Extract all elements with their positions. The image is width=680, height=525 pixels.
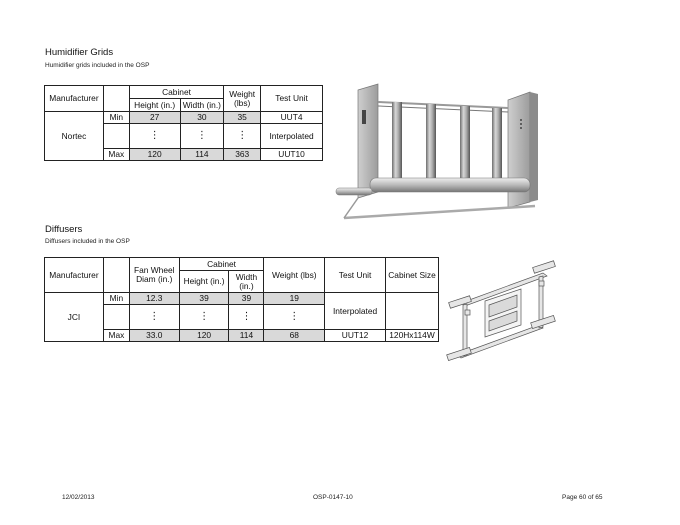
min-test-unit: UUT4 [261,112,323,124]
min-width: 30 [180,112,224,124]
d-header-blank [103,258,129,293]
d-header-test-unit: Test Unit [325,258,386,293]
row-max-label: Max [103,149,129,161]
header-blank [103,86,129,112]
header-manufacturer: Manufacturer [45,86,104,112]
d-max-test-unit: UUT12 [325,330,386,342]
header-test-unit: Test Unit [261,86,323,112]
footer-doc-id: OSP-0147-10 [313,494,353,501]
max-test-unit: UUT10 [261,149,323,161]
humidifier-section-subtitle: Humidifier grids included in the OSP [45,62,150,69]
d-mid-cabinet-size-blank [386,293,439,330]
header-width: Width (in.) [180,99,224,112]
diffusers-section-subtitle: Diffusers included in the OSP [45,238,130,245]
d-mid-width-dots: ⋮ [229,305,264,330]
mid-weight-dots: ⋮ [224,124,261,149]
mid-width-dots: ⋮ [180,124,224,149]
d-max-height: 120 [179,330,229,342]
d-min-width: 39 [229,293,264,305]
d-header-cabinet: Cabinet [179,258,264,271]
d-min-weight: 19 [264,293,325,305]
d-header-cabinet-size: Cabinet Size [386,258,439,293]
mid-height-dots: ⋮ [129,124,180,149]
diffusers-table [44,257,439,342]
d-header-weight: Weight (lbs) [264,258,325,293]
d-row-min-label: Min [103,293,129,305]
max-height: 120 [129,149,180,161]
humidifier-grid-image [330,80,550,225]
header-cabinet: Cabinet [129,86,223,99]
cell-manufacturer: Nortec [45,112,104,161]
header-weight: Weight (lbs) [224,86,261,112]
d-header-manufacturer: Manufacturer [45,258,104,293]
d-row-mid-blank [103,305,129,330]
d-min-fan: 12.3 [129,293,179,305]
humidifier-table [44,85,323,161]
d-mid-fan-dots: ⋮ [129,305,179,330]
footer-date: 12/02/2013 [62,494,95,501]
max-width: 114 [180,149,224,161]
d-header-fan-wheel: Fan Wheel Diam (in.) [129,258,179,293]
humidifier-section-title: Humidifier Grids [45,47,114,58]
d-row-max-label: Max [103,330,129,342]
min-height: 27 [129,112,180,124]
d-mid-weight-dots: ⋮ [264,305,325,330]
header-height: Height (in.) [129,99,180,112]
row-min-label: Min [103,112,129,124]
d-max-width: 114 [229,330,264,342]
d-mid-test-unit: Interpolated [325,293,386,330]
max-weight: 363 [224,149,261,161]
d-max-cabinet-size: 120Hx114W [386,330,439,342]
d-max-weight: 68 [264,330,325,342]
d-header-height: Height (in.) [179,271,229,293]
diffuser-frame-image [443,255,563,370]
d-header-width: Width (in.) [229,271,264,293]
min-weight: 35 [224,112,261,124]
d-mid-height-dots: ⋮ [179,305,229,330]
diffusers-section-title: Diffusers [45,224,83,235]
d-cell-manufacturer: JCI [45,293,104,342]
mid-test-unit: Interpolated [261,124,323,149]
d-min-height: 39 [179,293,229,305]
d-max-fan: 33.0 [129,330,179,342]
footer-page-number: Page 60 of 65 [562,494,603,501]
row-mid-blank [103,124,129,149]
